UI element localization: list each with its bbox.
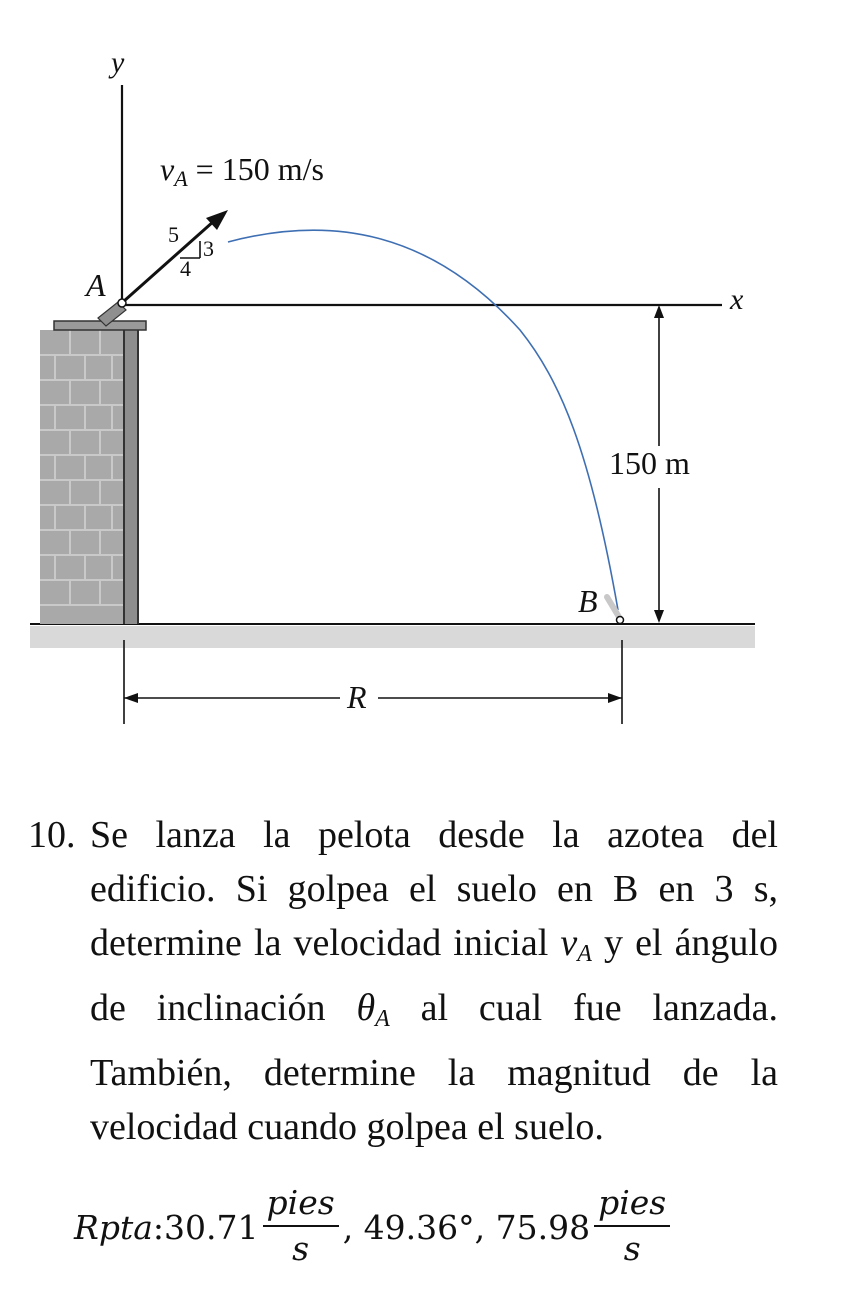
unit-fraction-2 <box>594 1183 670 1271</box>
slope-hyp-label: 5 <box>168 222 179 247</box>
range-dimension <box>124 640 622 724</box>
point-b-label: B <box>578 583 598 619</box>
answer-middle: , 49.36°, 75.98 <box>342 1207 591 1247</box>
velocity-value: = 150 m/s <box>187 151 324 187</box>
point-a-label: A <box>86 267 106 303</box>
x-axis-label: x <box>730 283 744 316</box>
slope-run-label: 4 <box>180 256 191 281</box>
answer-line <box>74 1172 814 1282</box>
velocity-label <box>160 151 324 191</box>
problem-number: 10. <box>28 814 76 856</box>
velocity-subscript: A <box>174 166 188 191</box>
range-label: R <box>347 679 367 715</box>
unit-fraction-1 <box>263 1183 339 1271</box>
unit-numerator-1: pies <box>263 1183 339 1227</box>
velocity-symbol-inline: $v_A$ <box>560 922 592 967</box>
trajectory-curve <box>228 230 618 610</box>
slope-rise-label: 3 <box>203 236 214 261</box>
problem-statement <box>28 808 778 1154</box>
brick-wall <box>40 321 146 624</box>
velocity-symbol: v <box>160 151 175 187</box>
answer-value-1: 30.71 <box>164 1207 259 1247</box>
point-b-marker <box>617 617 624 624</box>
height-label: 150 m <box>609 445 690 481</box>
answer-label: Rpta <box>74 1207 153 1247</box>
unit-numerator-2: pies <box>594 1183 670 1227</box>
problem-text-1: Se lanza la pelota desde la azotea del edificio. Si golpea el suelo en B en 3 s, determine la velocidad inicial <box>90 814 778 964</box>
theta-symbol-inline: $\theta_A$ <box>356 987 390 1032</box>
unit-denominator-1: s <box>292 1229 310 1268</box>
unit-denominator-2: s <box>623 1229 641 1268</box>
problem-body <box>90 808 778 1154</box>
problem-text-3: al cual fue lanzada. También, determine la magnitud de la velocidad cuando golpea el suelo. <box>90 987 778 1148</box>
ground-shadow <box>30 626 755 648</box>
problem-text-2: y el ángulo de inclinación <box>90 922 778 1029</box>
answer-colon: : <box>152 1207 165 1247</box>
y-axis-label: y <box>111 46 125 79</box>
